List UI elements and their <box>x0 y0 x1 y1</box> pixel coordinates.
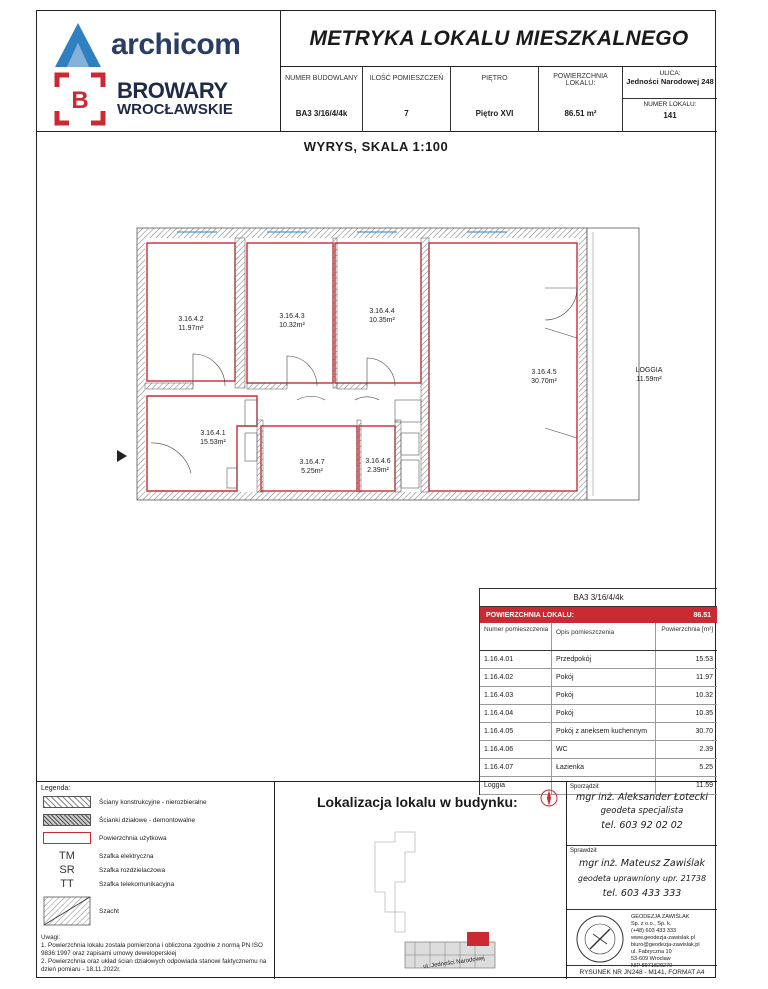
title-box <box>281 11 717 67</box>
company-stamp-icon <box>575 914 625 964</box>
legend: Legenda: Ściany konstrukcyjne - nierozbieralne Ścianki działowe - demontowalne Powierzchnia użytkowa TM Szafka elektryczna SR Szafka rozdzielaczowa TT Szafka telekomunikacyjna Szacht Uwagi: 1. Powierzchnia lokalu została pomierzona i obliczona zgodnie z normą PN ISO 9836:1997 oraz zapisami umowy deweloperskiej 2. Powierzchnia oraz układ ścian działowych odpowiada stanowi faktycznemu na dzień pomiaru - 18.11.2022r. <box>37 781 275 979</box>
logo-box <box>37 11 281 132</box>
room-label-area: 11.59m² <box>636 376 662 383</box>
legend-item: TT Szafka telekomunikacyjna <box>60 878 175 890</box>
building-sketch <box>355 822 515 972</box>
unit-number-subcell: NUMER LOKALU: 141 <box>643 101 697 120</box>
plan-title: WYRYS, SKALA 1:100 <box>303 139 449 154</box>
building-number-cell: NUMER BUDOWLANY BA3 3/16/4/4k <box>281 67 363 132</box>
table-row: 1.16.4.03 Pokój 10.32 <box>480 687 717 705</box>
room-label-area: 11.97m² <box>178 325 204 332</box>
room-label-area: 5.25m² <box>301 468 323 475</box>
browary-logo-icon <box>55 73 105 125</box>
table-row: 1.16.4.04 Pokój 10.35 <box>480 705 717 723</box>
info-grid <box>281 67 717 132</box>
shaft-icon <box>43 896 91 926</box>
table-row: 1.16.4.06 WC 2.39 <box>480 741 717 759</box>
browary-wordmark: BROWARY WROCŁAWSKIE <box>117 78 233 118</box>
rooms-count-cell: ILOŚĆ POMIESZCZEŃ 7 <box>363 67 451 132</box>
room-label-id: 3.16.4.7 <box>299 459 325 466</box>
archicom-wordmark: archicom <box>111 28 241 61</box>
archicom-logo <box>53 21 240 69</box>
unit-area-cell: POWIERZCHNIA LOKALU: 86.51 m² <box>539 67 623 132</box>
compass-icon <box>539 788 559 808</box>
legend-item: Ścianki działowe - demontowalne <box>43 814 195 826</box>
entrance-arrow-icon <box>117 450 127 462</box>
area-table-header: Numer pomieszczenia Opis pomieszczenia Powierzchnia [m²] <box>480 623 717 651</box>
legend-item: Szacht <box>43 896 119 926</box>
building-location <box>275 781 567 979</box>
browary-logo <box>55 73 233 125</box>
legend-item: TM Szafka elektryczna <box>59 850 154 862</box>
table-row: 1.16.4.02 Pokój 11.97 <box>480 669 717 687</box>
floor-cell: PIĘTRO Piętro XVI <box>451 67 539 132</box>
room-label-id: 3.16.4.1 <box>200 430 226 437</box>
document-sheet <box>36 10 716 978</box>
svg-text:B: B <box>71 87 89 114</box>
drawing-number: RYSUNEK NR JN248 - M141, FORMAT A4 <box>567 965 717 979</box>
document-title: METRYKA LOKALU MIESZKALNEGO <box>309 26 689 50</box>
table-row: 1.16.4.05 Pokój z aneksem kuchennym 30.70 <box>480 723 717 741</box>
table-row: 1.16.4.01 Przedpokój 15.53 <box>480 651 717 669</box>
archicom-logo-icon <box>53 21 103 69</box>
room-label-id: LOGGIA <box>635 367 663 374</box>
area-table-total: POWIERZCHNIA LOKALU: 86.51 <box>480 607 717 623</box>
legend-item: Ściany konstrukcyjne - nierozbieralne <box>43 796 207 808</box>
floor-plan <box>137 228 663 518</box>
room-label-area: 10.32m² <box>279 322 305 329</box>
room-label-id: 3.16.4.3 <box>279 313 305 320</box>
room-label-area: 2.39m² <box>367 467 389 474</box>
room-label-area: 10.35m² <box>369 317 395 324</box>
signature-panel <box>567 781 717 979</box>
interior-floor <box>145 238 579 492</box>
notes: Uwagi: 1. Powierzchnia lokalu została pomierzona i obliczona zgodnie z normą PN ISO 9836:1997 oraz zapisami umowy deweloperskiej 2. Powierzchnia oraz układ ścian działowych odpowiada stanowi faktycznemu na dzień pomiaru - 18.11.2022r. <box>41 934 267 973</box>
prepared-by: Sporządził: mgr inż. Aleksander Łotecki geodeta specjalista tel. 603 92 02 02 <box>567 782 717 846</box>
loggia-area <box>587 228 639 500</box>
area-table-title: BA3 3/16/4/4k <box>480 589 717 607</box>
street-unit-cell <box>623 67 717 132</box>
room-label-area: 15.53m² <box>200 439 226 446</box>
checked-by: Sprawdził: mgr inż. Mateusz Zawiślak geodeta uprawniony upr. 21738 tel. 603 433 333 <box>567 846 717 910</box>
legend-item: Powierzchnia użytkowa <box>43 832 167 844</box>
legend-item: SR Szafka rozdzielaczowa <box>59 864 166 876</box>
company-info: GEODEZJA ZAWIŚLAK Sp. z o.o., Sp. k. (+48) 603 433 333 www.geodezja-zawislak.pl biuro@geodezja-zawislak.pl ul. Fabryczna 10 53-609 Wrocław NIP 8971820270 <box>631 914 700 969</box>
street-subcell: ULICA: Jedności Narodowej 248 <box>623 67 717 99</box>
table-row: Loggia 11.59 <box>480 777 717 795</box>
table-row: 1.16.4.07 Łazienka 5.25 <box>480 759 717 777</box>
unit-location-marker <box>467 932 489 946</box>
room-label-id: 3.16.4.4 <box>369 308 395 315</box>
room-label-id: 3.16.4.6 <box>365 458 391 465</box>
room-label-id: 3.16.4.5 <box>531 369 557 376</box>
room-label-area: 30.70m² <box>531 378 557 385</box>
street-label: ul. Jedności Narodowej <box>422 955 486 971</box>
area-table <box>479 588 717 795</box>
location-title: Lokalizacja lokalu w budynku: <box>317 794 518 810</box>
room-label-id: 3.16.4.2 <box>178 316 204 323</box>
